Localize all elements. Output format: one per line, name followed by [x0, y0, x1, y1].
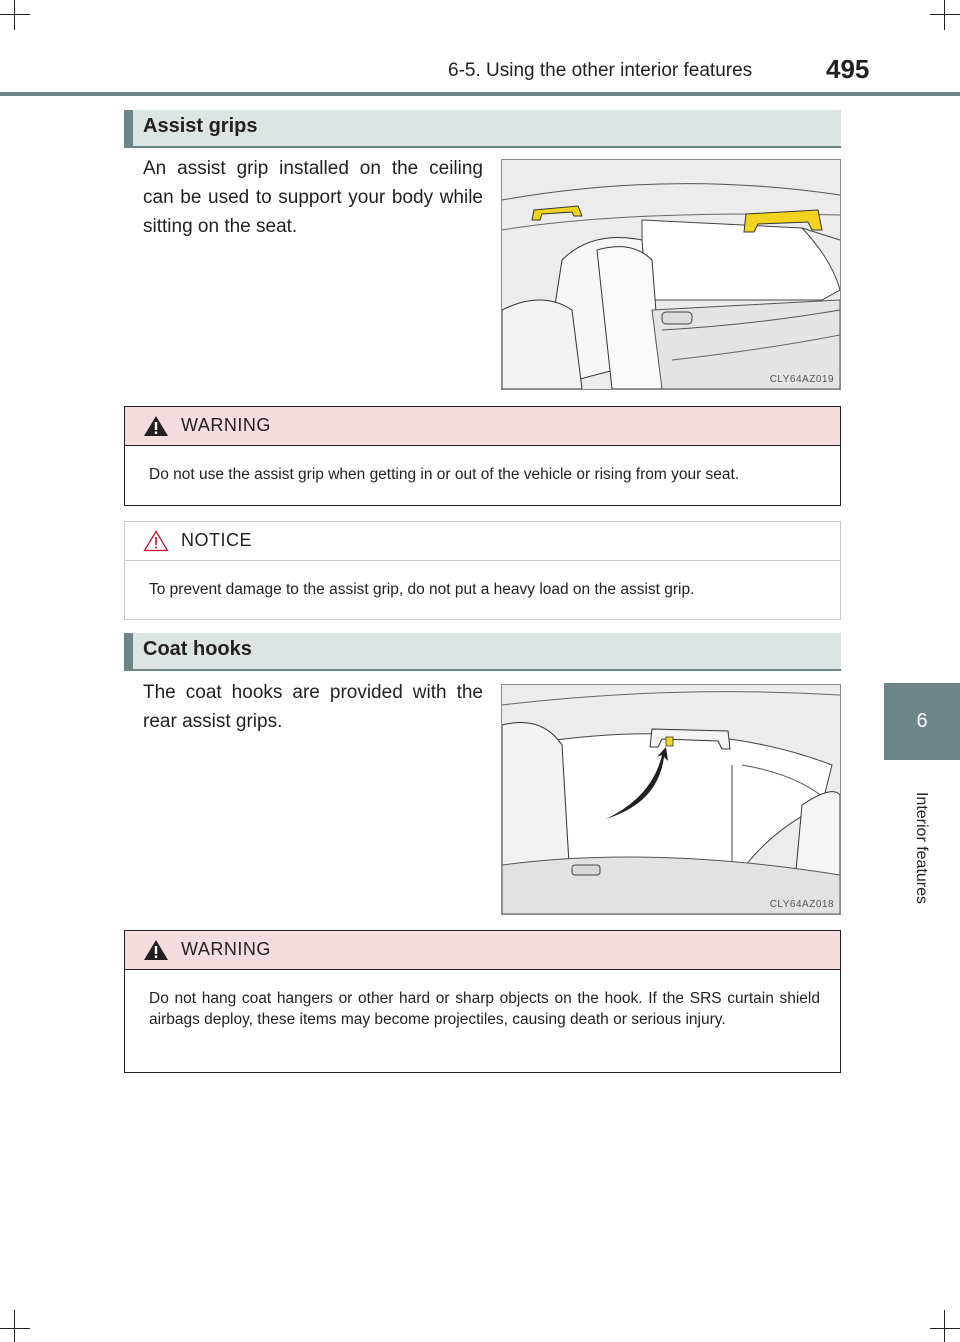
warning-text: Do not use the assist grip when getting in or out of the vehicle or rising from your seat.	[149, 466, 740, 483]
page-number: 495	[826, 54, 870, 84]
assist-grips-heading	[124, 110, 841, 146]
coat-hooks-warning	[124, 930, 841, 1073]
crop-mark	[14, 0, 15, 30]
assist-grips-notice	[124, 521, 841, 620]
header-rule	[0, 92, 960, 96]
section-title: 6-5. Using the other interior features	[448, 60, 753, 81]
warning-text: Do not hang coat hangers or other hard or sharp objects on the hook. If the SRS curtain shield airbags deploy, these items may become projectiles, causing death or serious injury.	[149, 990, 820, 1028]
warning-triangle-icon	[143, 939, 169, 961]
cabin-drawing	[502, 160, 840, 389]
assist-grips-body: An assist grip installed on the ceiling can be used to support your body while sitting on the seat.	[143, 158, 483, 237]
warning-triangle-icon	[143, 415, 169, 437]
notice-text: To prevent damage to the assist grip, do not put a heavy load on the assist grip.	[149, 581, 695, 598]
crop-mark	[0, 14, 30, 15]
coat-hook-drawing	[502, 685, 840, 914]
chapter-label: Interior features	[913, 791, 930, 905]
crop-mark	[930, 1328, 960, 1329]
crop-mark	[14, 1310, 15, 1342]
warning-label: WARNING	[181, 415, 271, 435]
figure-code: CLY64AZ018	[769, 899, 834, 910]
crop-mark	[0, 1328, 30, 1329]
coat-hooks-heading	[124, 633, 841, 669]
coat-hook-highlight	[666, 737, 673, 746]
crop-mark	[944, 1310, 945, 1342]
notice-label: NOTICE	[181, 530, 253, 550]
crop-mark	[930, 14, 960, 15]
assist-grips-illustration	[501, 159, 841, 390]
warning-header	[125, 407, 840, 446]
crop-mark	[944, 0, 945, 30]
warning-label: WARNING	[181, 939, 271, 959]
chapter-tab: 6	[884, 683, 960, 760]
coat-hooks-body: The coat hooks are provided with the rear assist grips.	[143, 682, 483, 732]
warning-header	[125, 931, 840, 970]
assist-grips-warning	[124, 406, 841, 506]
figure-code: CLY64AZ019	[769, 374, 834, 385]
assist-grips-heading-text: Assist grips	[143, 115, 258, 137]
coat-hooks-illustration	[501, 684, 841, 915]
notice-header	[125, 522, 840, 561]
notice-triangle-icon	[143, 530, 169, 552]
coat-hooks-heading-text: Coat hooks	[143, 638, 252, 660]
